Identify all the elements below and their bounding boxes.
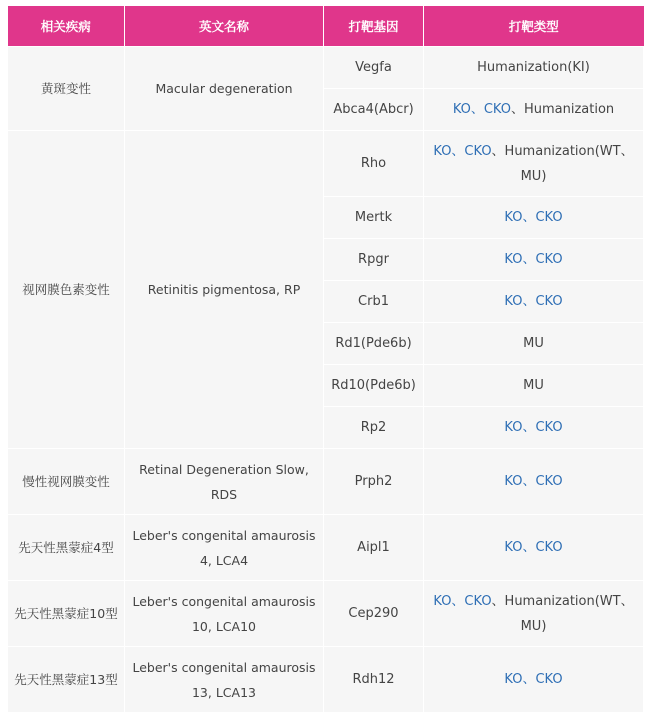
target-type-text: 、Humanization(WT、MU)	[491, 593, 634, 634]
disease-cn-cell: 先天性黑蒙症10型	[8, 581, 125, 647]
disease-en-cell: Leber's congenital amaurosis 13, LCA13	[125, 647, 324, 713]
target-type-text: 、Humanization(WT、MU)	[491, 143, 634, 184]
target-type-text: Humanization(KI)	[477, 60, 590, 75]
gene-cell: Cep290	[324, 581, 424, 647]
table-row	[8, 581, 644, 647]
header-target-gene: 打靶基因	[324, 6, 424, 47]
gene-cell: Rd10(Pde6b)	[324, 365, 424, 407]
header-target-type: 打靶类型	[424, 6, 644, 47]
disease-cn-cell: 黄斑变性	[8, 47, 125, 131]
gene-cell: Prph2	[324, 449, 424, 515]
target-type-link[interactable]: KO、CKO	[452, 102, 511, 117]
gene-cell: Abca4(Abcr)	[324, 89, 424, 131]
target-type-link[interactable]: KO、CKO	[504, 474, 563, 489]
target-type-link[interactable]: KO、CKO	[504, 252, 563, 267]
disease-cn-cell: 视网膜色素变性	[8, 131, 125, 449]
target-type-link[interactable]: KO、CKO	[504, 294, 563, 309]
gene-cell: Aipl1	[324, 515, 424, 581]
table-row	[8, 131, 644, 197]
target-type-cell	[424, 365, 644, 407]
target-type-cell	[424, 323, 644, 365]
target-type-cell	[424, 197, 644, 239]
gene-cell: Mertk	[324, 197, 424, 239]
target-type-cell	[424, 281, 644, 323]
table-row	[8, 47, 644, 89]
disease-cn-cell: 慢性视网膜变性	[8, 449, 125, 515]
target-type-link[interactable]: KO、CKO	[504, 420, 563, 435]
target-type-cell	[424, 47, 644, 89]
disease-en-cell: Retinal Degeneration Slow, RDS	[125, 449, 324, 515]
target-type-link[interactable]: KO、CKO	[433, 143, 492, 159]
disease-en-cell: Leber's congenital amaurosis 10, LCA10	[125, 581, 324, 647]
disease-cn-cell: 先天性黑蒙症13型	[8, 647, 125, 713]
target-type-cell	[424, 515, 644, 581]
gene-cell: Rdh12	[324, 647, 424, 713]
gene-cell: Rp2	[324, 407, 424, 449]
target-type-cell	[424, 407, 644, 449]
gene-cell: Rpgr	[324, 239, 424, 281]
disease-cn-cell: 先天性黑蒙症4型	[8, 515, 125, 581]
target-type-link[interactable]: KO、CKO	[504, 210, 563, 225]
gene-cell: Rho	[324, 131, 424, 197]
target-type-link[interactable]: KO、CKO	[504, 672, 563, 687]
target-type-cell	[424, 131, 644, 197]
header-english-name: 英文名称	[125, 6, 324, 47]
target-type-link[interactable]: KO、CKO	[433, 593, 492, 609]
target-type-text: MU	[523, 378, 544, 393]
table-row	[8, 515, 644, 581]
header-disease: 相关疾病	[8, 6, 125, 47]
gene-cell: Crb1	[324, 281, 424, 323]
disease-en-cell: Macular degeneration	[125, 47, 324, 131]
gene-cell: Vegfa	[324, 47, 424, 89]
target-type-cell	[424, 239, 644, 281]
disease-en-cell: Leber's congenital amaurosis 4, LCA4	[125, 515, 324, 581]
target-type-link[interactable]: KO、CKO	[504, 540, 563, 555]
target-type-cell	[424, 647, 644, 713]
gene-cell: Rd1(Pde6b)	[324, 323, 424, 365]
table-row	[8, 449, 644, 515]
gene-targeting-table	[7, 6, 644, 713]
table-row	[8, 647, 644, 713]
disease-en-cell: Retinitis pigmentosa, RP	[125, 131, 324, 449]
target-type-cell	[424, 449, 644, 515]
target-type-cell	[424, 89, 644, 131]
target-type-text: 、Humanization	[510, 102, 615, 117]
target-type-cell	[424, 581, 644, 647]
target-type-text: MU	[523, 336, 544, 351]
header-row	[8, 6, 644, 47]
